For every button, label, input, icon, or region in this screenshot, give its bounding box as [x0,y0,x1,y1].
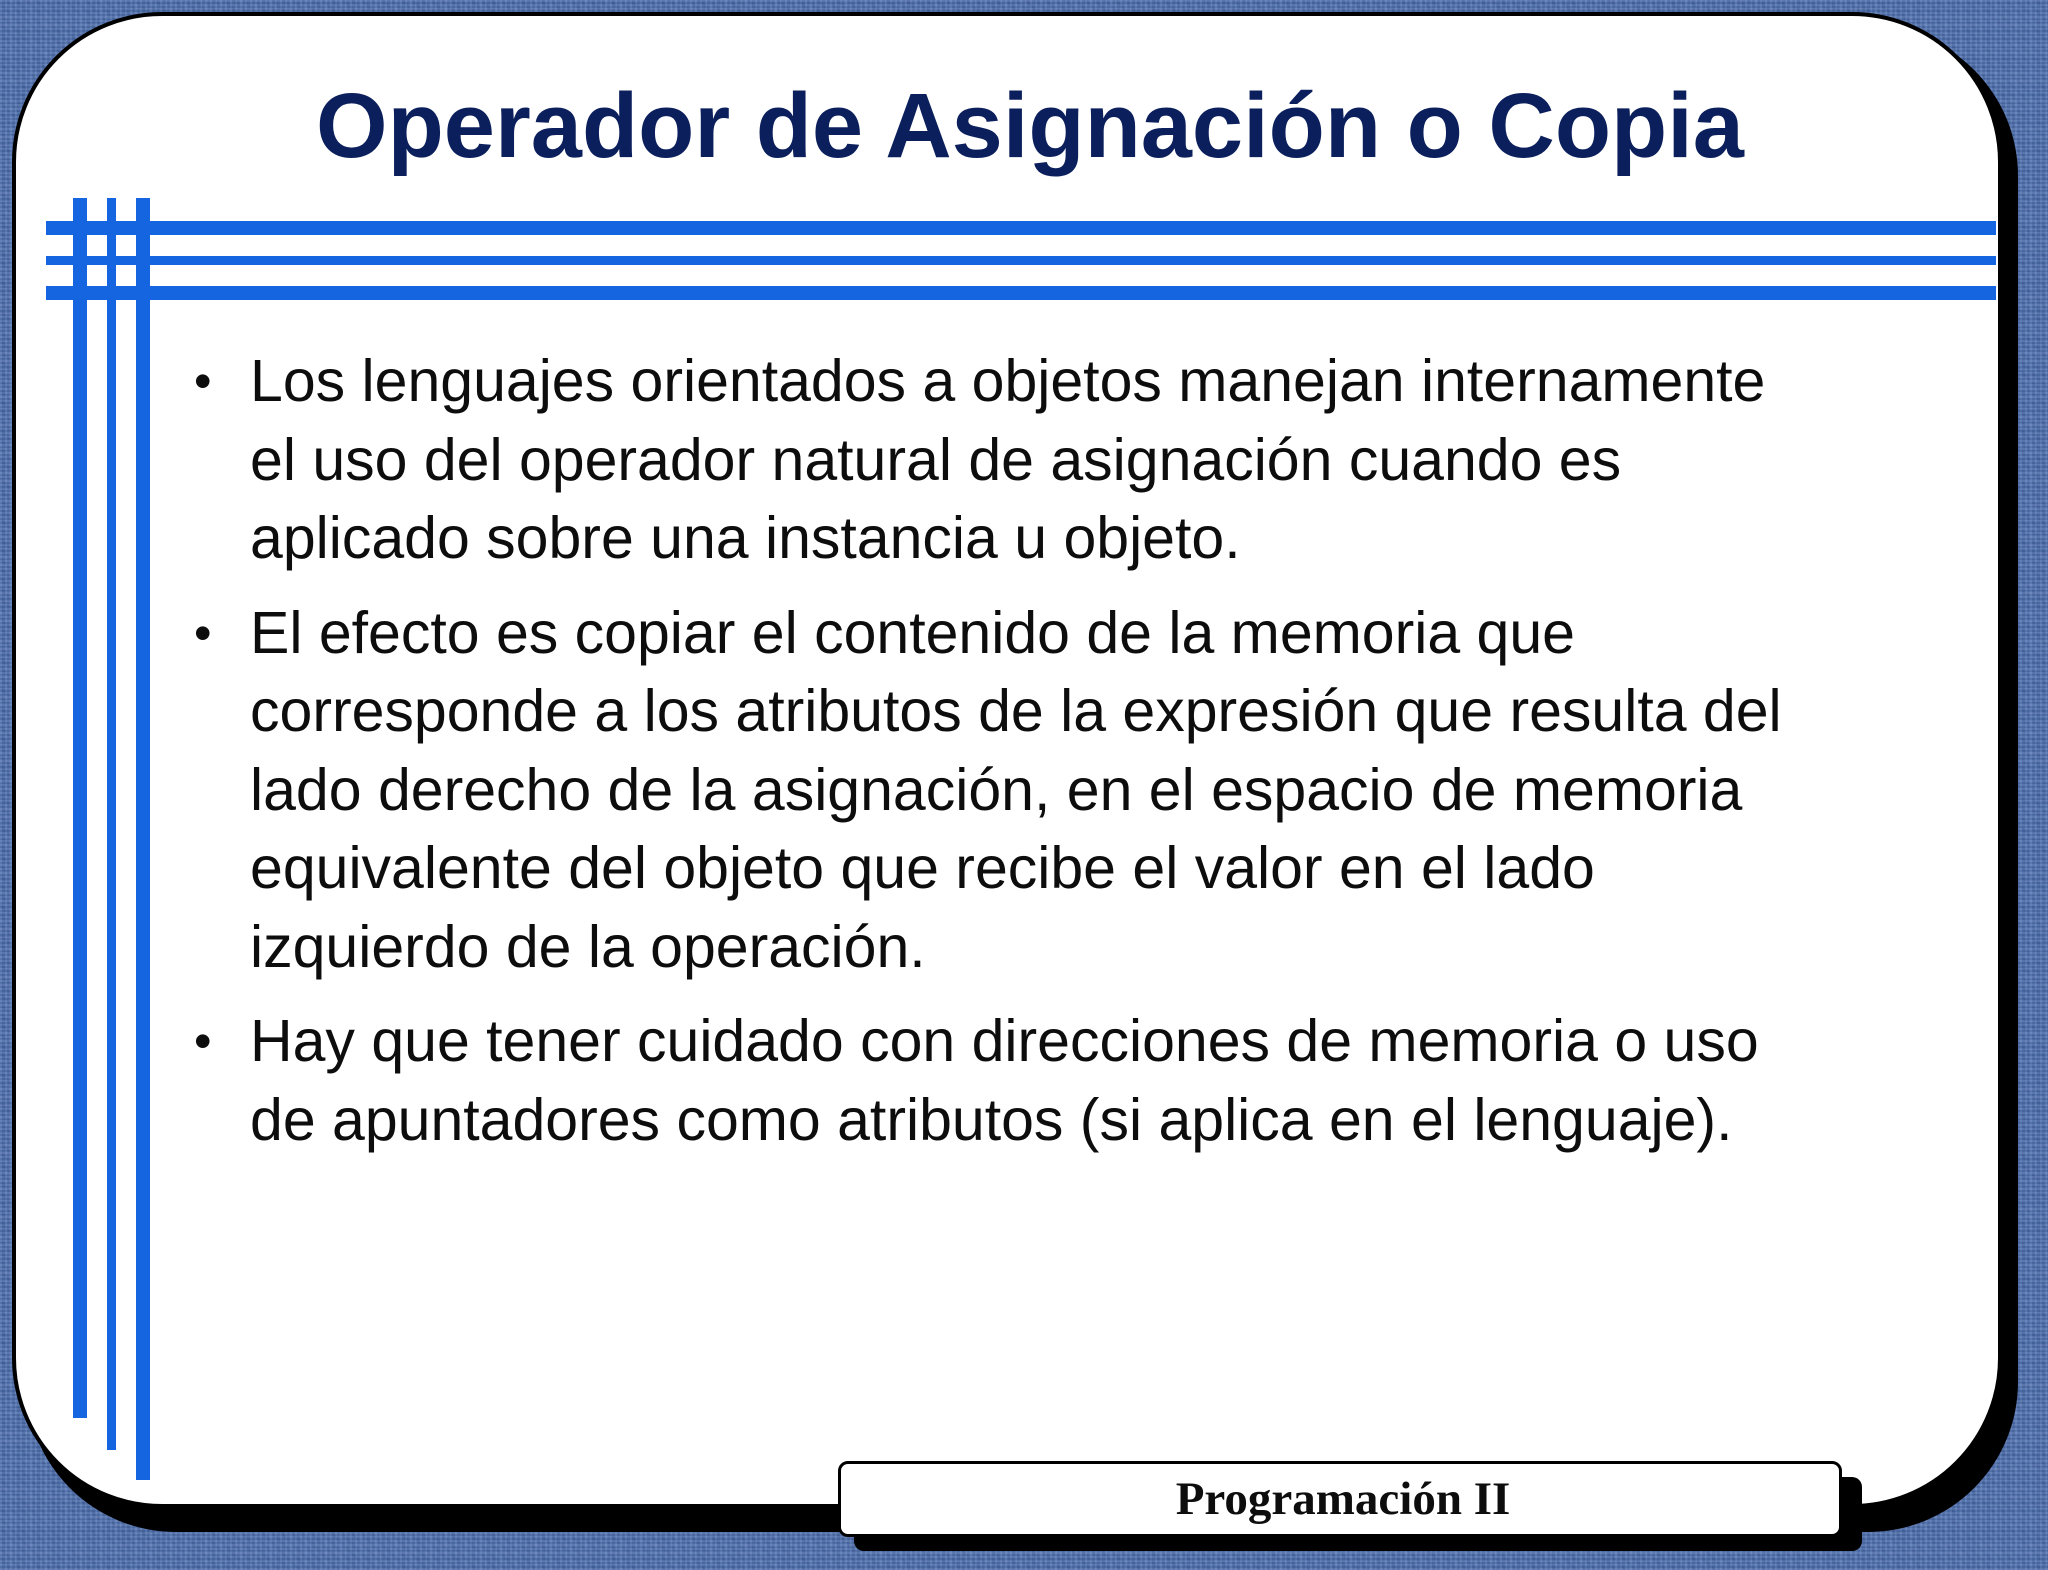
accent-bar-horizontal-bottom [46,286,1996,300]
bullet-item [194,1002,1990,1159]
bullet-item [194,594,1990,987]
bullet-text-line: Los lenguajes orientados a objetos manejan internamente [250,348,1766,414]
bullet-text-line: equivalente del objeto que recibe el valor en el lado [250,835,1595,901]
bullet-item [194,342,1990,578]
bullet-text-line: El efecto es copiar el contenido de la memoria que [250,599,1575,666]
accent-bar-vertical-middle [107,198,116,1450]
bullet-marker: • [194,1013,212,1069]
footer-box [838,1461,1842,1537]
footer-course-label: Programación II [1175,1473,1511,1525]
bullet-text-line: de apuntadores como atributos (si aplica en el lenguaje). [250,1086,1733,1153]
bullet-text-line: izquierdo de la operación. [250,913,926,980]
bullet-text-line: corresponde a los atributos de la expresión que resulta del [250,678,1782,744]
accent-bar-horizontal-middle [46,256,1996,265]
bullet-marker: • [194,353,212,409]
bullet-text-line: el uso del operador natural de asignación cuando es [250,426,1622,493]
bullet-text-line: lado derecho de la asignación, en el espacio de memoria [250,756,1743,823]
slide-title: Operador de Asignación o Copia [316,75,1744,177]
accent-bar-vertical-left [73,198,87,1418]
accent-bar-horizontal-top [46,221,1996,235]
bullet-list [194,342,1990,1175]
bullet-marker: • [194,604,212,661]
accent-bar-vertical-right [136,198,150,1480]
bullet-text-line: aplicado sobre una instancia u objeto. [250,505,1241,571]
bullet-text-line: Hay que tener cuidado con direcciones de memoria o uso [250,1008,1759,1074]
